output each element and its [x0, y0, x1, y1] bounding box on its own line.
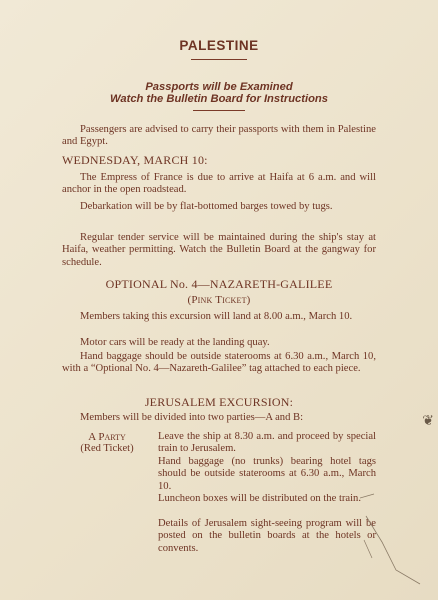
optional-heading: OPTIONAL No. 4—NAZARETH-GALILEE — [105, 277, 333, 291]
subheading-line-2: Watch the Bulletin Board for Instructions — [110, 93, 328, 105]
party-item-luncheon: Luncheon boxes will be distributed on the train. — [158, 493, 362, 504]
day-heading: WEDNESDAY, MARCH 10: — [62, 153, 208, 167]
page-title: PALESTINE — [179, 38, 259, 53]
ticket-label: (Red Ticket) — [80, 443, 134, 454]
tender-paragraph: Regular tender service will be maintained during the ship's stay at Haifa, weather permitting. Watch the Bulletin Board at the gangway for schedule. — [62, 232, 376, 268]
arrival-paragraph: The Empress of France is due to arrive at Haifa at 6 a.m. and will anchor in the open roadstead. — [62, 172, 376, 196]
debarkation-paragraph: Debarkation will be by flat-bottomed barges towed by tugs. — [80, 201, 333, 212]
optional-baggage-paragraph: Hand baggage should be outside staterooms at 6.30 a.m., March 10, with a “Optional No. 4—Nazareth-Galilee” tag attached to each piece. — [62, 351, 376, 375]
optional-motor-paragraph: Motor cars will be ready at the landing quay. — [80, 337, 270, 348]
jerusalem-heading: JERUSALEM EXCURSION: — [144, 395, 294, 409]
jerusalem-intro: Members will be divided into two parties—A and B: — [80, 412, 304, 423]
optional-ticket: (Pink Ticket) — [187, 294, 251, 306]
pencil-scribble — [360, 480, 430, 590]
intro-paragraph: Passengers are advised to carry their passports with them in Palestine and Egypt. — [62, 124, 376, 148]
party-item-train: Leave the ship at 8.30 a.m. and proceed by special train to Jerusalem. — [158, 431, 376, 455]
subheading-rule — [193, 110, 245, 111]
party-name: A Party — [88, 431, 126, 443]
subheading-line-1: Passports will be Examined — [145, 81, 293, 93]
party-item-baggage: Hand baggage (no trunks) bearing hotel tags should be outside staterooms at 6.30 a.m., March 10. — [158, 456, 376, 492]
party-item-details: Details of Jerusalem sight-seeing program will be posted on the bulletin boards at the hotels or convents. — [158, 518, 376, 554]
optional-landing-paragraph: Members taking this excursion will land at 8.00 a.m., March 10. — [80, 311, 353, 322]
title-rule — [191, 59, 247, 60]
ink-blot-mark: ❦ — [422, 414, 434, 429]
